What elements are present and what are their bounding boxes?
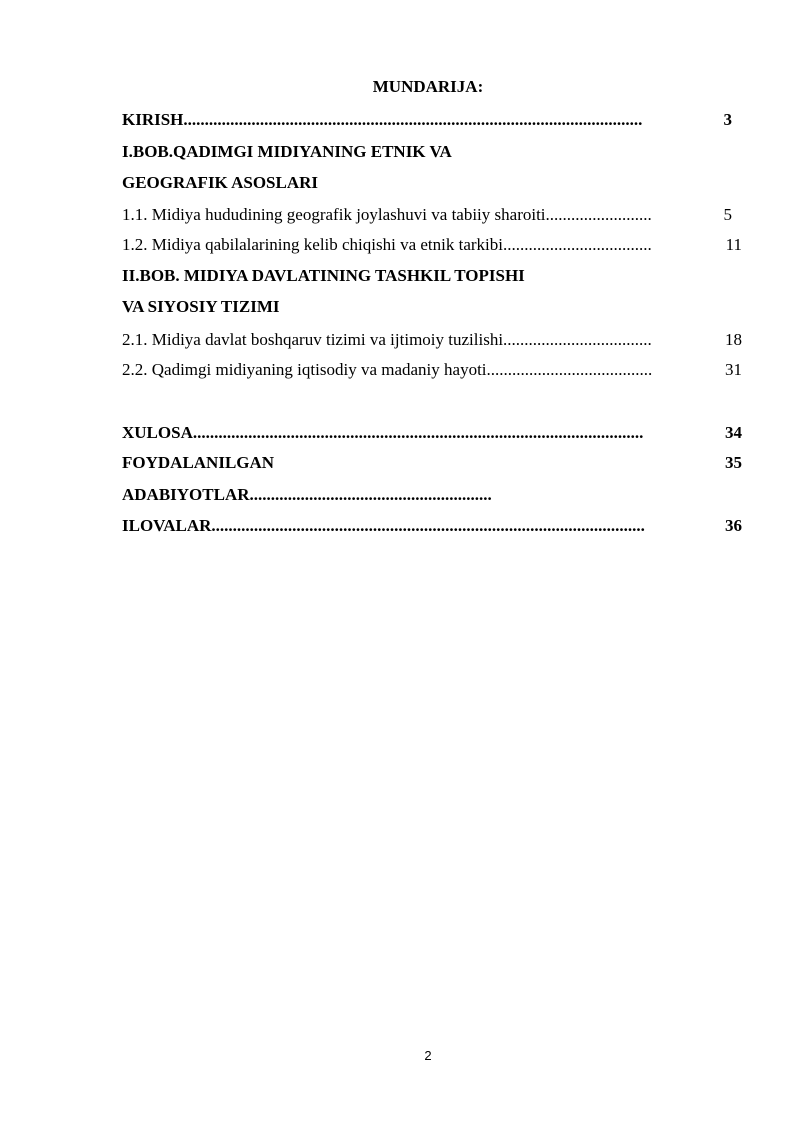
toc-entry-page: 34 [725, 423, 742, 442]
toc-entry-page: 35 [725, 453, 742, 472]
toc-entry-text: ADABIYOTLAR......................................................... [122, 485, 492, 504]
toc-entry-text: VA SIYOSIY TIZIMI [122, 297, 280, 316]
toc-entry-text: 1.2. Midiya qabilalarining kelib chiqishi va etnik tarkibi................................... [122, 235, 652, 254]
toc-entry-text: II.BOB. MIDIYA DAVLATINING TASHKIL TOPISHI [122, 266, 525, 285]
toc-entry-text: ILOVALAR...................................................................................................... [122, 516, 645, 535]
toc-title: MUNDARIJA: [372, 77, 484, 96]
toc-entry-page: 3 [723, 110, 732, 129]
toc-entry-text: 1.1. Midiya hududining geografik joylashuvi va tabiiy sharoiti......................... [122, 205, 652, 224]
toc-entry-text: KIRISH............................................................................................................ [122, 110, 643, 129]
toc-entry-text: FOYDALANILGAN [122, 453, 275, 472]
toc-entry-text: I.BOB.QADIMGI MIDIYANING ETNIK VA [122, 142, 452, 161]
page-number: 2 [424, 1048, 432, 1063]
toc-entry-page: 11 [725, 235, 742, 254]
toc-entry-page: 31 [725, 360, 742, 379]
toc-entry-text: 2.2. Qadimgi midiyaning iqtisodiy va madaniy hayoti....................................... [122, 360, 653, 379]
toc-entry-text: 2.1. Midiya davlat boshqaruv tizimi va ijtimoiy tuzilishi................................... [122, 330, 652, 349]
toc-entry-page: 5 [723, 205, 732, 224]
toc-entry-text: XULOSA.......................................................................................................... [122, 423, 644, 442]
toc-entry-page: 36 [725, 516, 742, 535]
toc-entry-text: GEOGRAFIK ASOSLARI [122, 173, 319, 192]
toc-entry-page: 18 [725, 330, 742, 349]
